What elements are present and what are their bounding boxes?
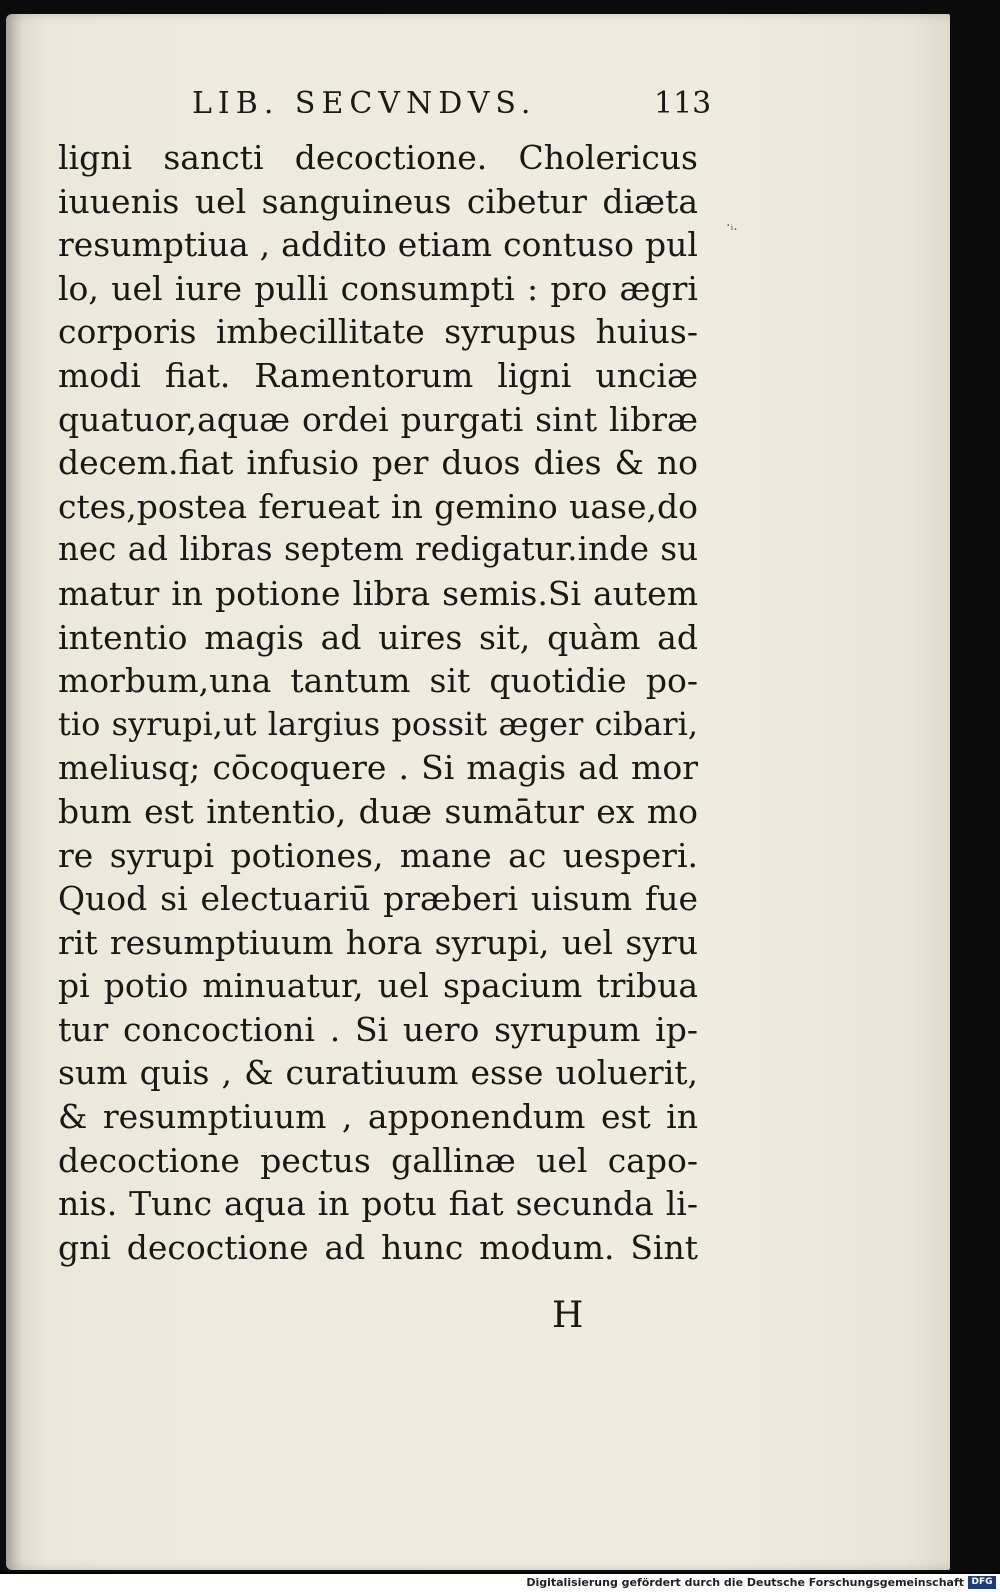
text-line: gni decoctione ad hunc modum. Sint: [58, 1227, 698, 1267]
text-line: matur in potione libra semis.Si autem: [58, 573, 698, 613]
text-line: quatuor,aquæ ordei purgati sint libræ: [58, 399, 698, 439]
signature-mark: H: [552, 1295, 584, 1336]
text-line: pi potio minuatur, uel spacium tribua: [58, 966, 698, 1006]
text-line: corporis imbecillitate syrupus huius-: [58, 312, 698, 352]
dfg-logo-icon: DFG: [968, 1576, 996, 1589]
text-line: ligni sancti decoctione. Cholericus: [58, 138, 698, 177]
text-line: & resumptiuum , apponendum est in: [58, 1097, 698, 1137]
body-text: [58, 136, 698, 1269]
text-line: tur concoctioni . Si uero syrupum ip-: [58, 1009, 698, 1049]
text-line: ctes,postea ferueat in gemino uase,do: [58, 486, 698, 526]
text-line: morbum,una tantum sit quotidie po-: [58, 661, 698, 701]
text-line: nec ad libras septem redigatur.inde su: [58, 530, 698, 569]
text-line: resumptiua , addito etiam contuso pul: [58, 225, 698, 265]
text-line: decoctione pectus gallinæ uel capo-: [58, 1140, 698, 1180]
digitization-footer: [0, 1574, 1000, 1592]
book-page: [6, 14, 950, 1570]
text-line: intentio magis ad uires sit, quàm ad: [58, 617, 698, 657]
margin-mark: ·ᵢ.: [726, 218, 738, 234]
text-line: sum quis , & curatiuum esse uoluerit,: [58, 1053, 698, 1093]
text-line: lo, uel iure pulli consumpti : pro ægri: [58, 268, 698, 308]
text-line: meliusq; cōcoquere . Si magis ad mor: [58, 748, 698, 788]
text-line: iuuenis uel sanguineus cibetur diæta: [58, 181, 698, 221]
running-title: LIB. SECVNDVS.: [192, 86, 537, 121]
running-head: [6, 84, 950, 124]
text-line: re syrupi potiones, mane ac uesperi.: [58, 835, 698, 875]
text-line: tio syrupi,ut largius possit æger cibari,: [58, 704, 698, 743]
text-line: modi fiat. Ramentorum ligni unciæ: [58, 355, 698, 395]
text-line: Quod si electuariū præberi uisum fue: [58, 879, 698, 919]
page-number: 113: [654, 86, 712, 121]
text-line: rit resumptiuum hora syrupi, uel syru: [58, 922, 698, 962]
funding-credit: Digitalisierung gefördert durch die Deutsche Forschungsgemeinschaft: [526, 1576, 964, 1589]
text-line: nis. Tunc aqua in potu fiat secunda li-: [58, 1184, 698, 1224]
text-line: bum est intentio, duæ sumātur ex mo: [58, 791, 698, 831]
text-line: decem.fiat infusio per duos dies & no: [58, 443, 698, 483]
